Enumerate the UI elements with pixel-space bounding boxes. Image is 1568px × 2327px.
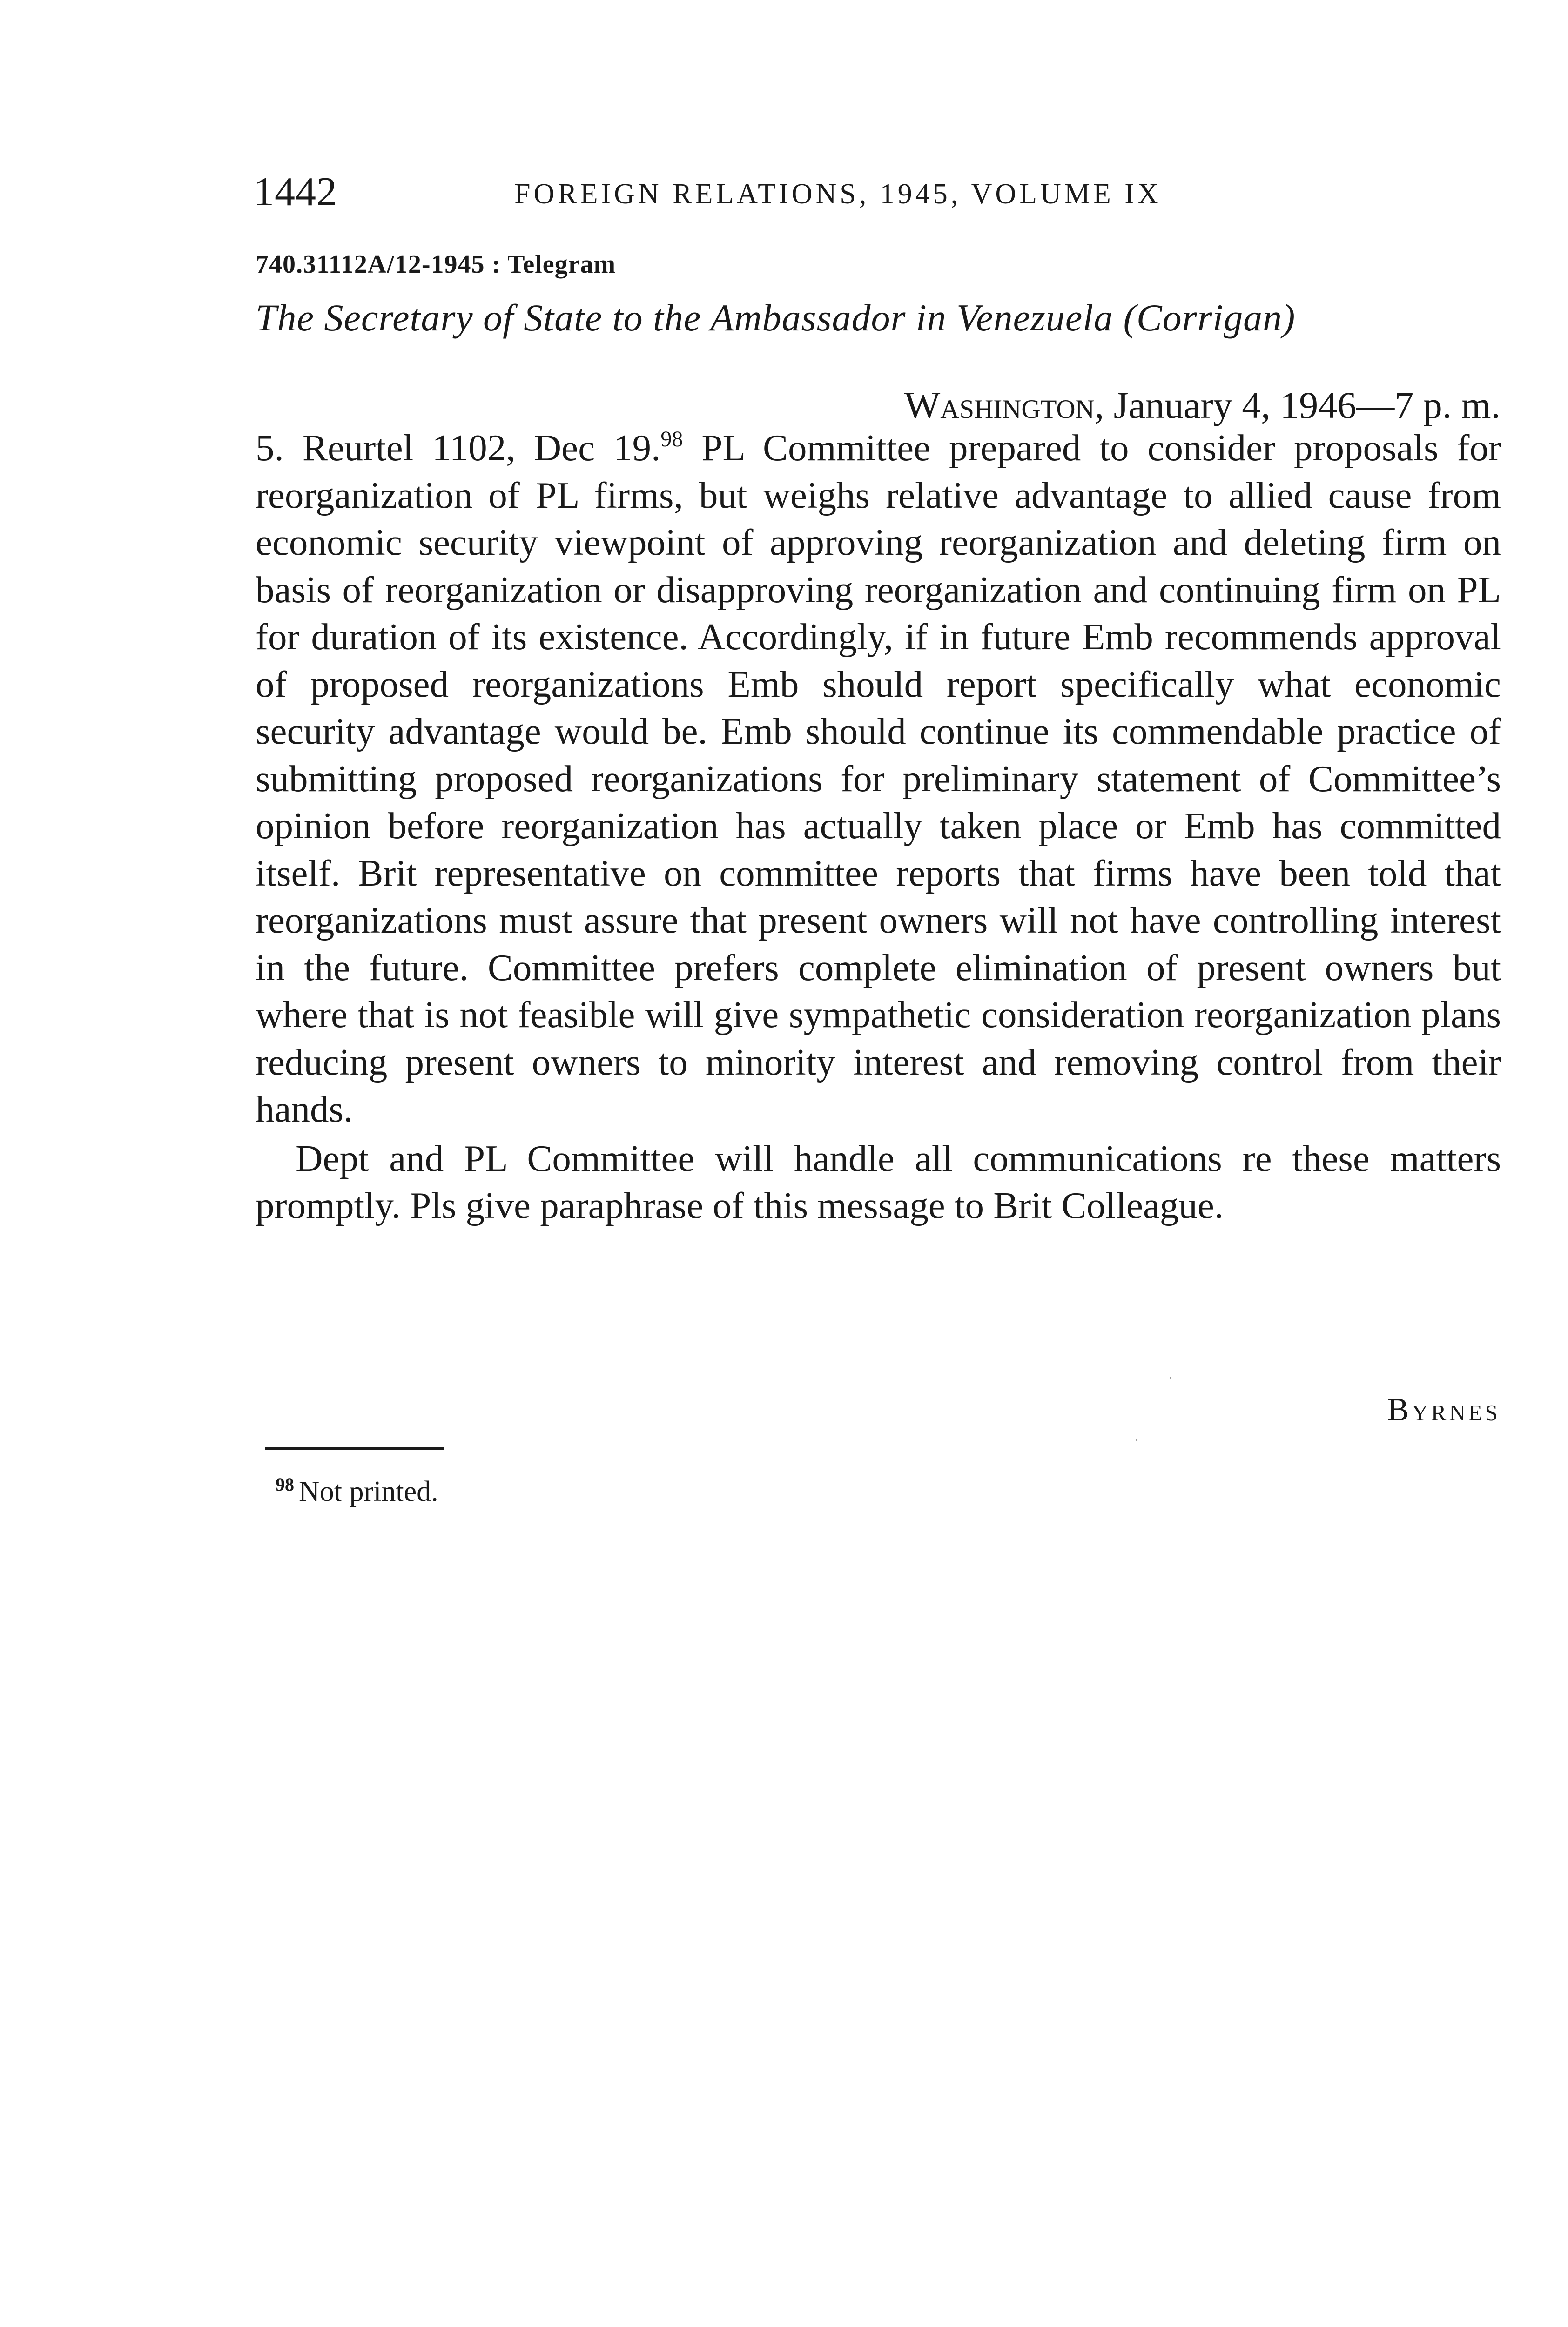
page-header bbox=[254, 167, 1510, 218]
document-title: The Secretary of State to the Ambassador in Venezuela (Corrigan) bbox=[256, 296, 1296, 339]
paper-speck bbox=[1170, 1377, 1171, 1379]
footnote-mark: 98 bbox=[276, 1474, 294, 1495]
body-paragraph-1 bbox=[256, 424, 1501, 1133]
file-reference: 740.31112A/12-1945 : Telegram bbox=[256, 250, 616, 279]
footnote bbox=[276, 1471, 438, 1513]
place-and-date bbox=[904, 380, 1501, 431]
running-title: FOREIGN RELATIONS, 1945, VOLUME IX bbox=[514, 178, 1162, 210]
reference-text: 5. Reurtel 1102, Dec 19. bbox=[256, 427, 661, 469]
footnote-text: Not printed. bbox=[299, 1476, 438, 1507]
body-paragraph-2: Dept and PL Committee will handle all communications re these matters promptly. Pls give paraphrase of this message to Brit Colleague. bbox=[256, 1137, 1501, 1226]
paper-speck bbox=[1136, 1439, 1137, 1441]
telegram-body bbox=[256, 424, 1501, 1230]
page-number: 1442 bbox=[254, 169, 337, 215]
paragraph-text: PL Committee prepared to consider proposals for reorganization of PL firms, but weighs relative advantage to allied cause from economic security viewpoint of approving reorganization and deleting firm on basis of reorganization or disapproving reorganization and continuing firm on PL for duration of its existence. Accordingly, if in future Emb recommends approval of proposed reorganizations Emb should report specifically what economic security advantage would be. Emb should continue its commendable practice of submitting proposed reorganizations for preliminary statement of Committee’s opinion before reorganization has actually taken place or Emb has committed itself. Brit representative on committee reports that firms have been told that reorganizations must assure that present owners will not have controlling interest in the future. Committee prefers complete elimination of present owners but where that is not feasible will give sympathetic consideration reorganization plans reducing present owners to minority interest and removing control from their hands. bbox=[256, 427, 1501, 1130]
date: , January 4, 1946—7 p. m. bbox=[1094, 384, 1501, 426]
footnote-divider bbox=[265, 1447, 444, 1450]
place: Washington bbox=[904, 384, 1095, 426]
footnote-reference: 98 bbox=[660, 427, 683, 451]
signature: Byrnes bbox=[1387, 1392, 1501, 1428]
